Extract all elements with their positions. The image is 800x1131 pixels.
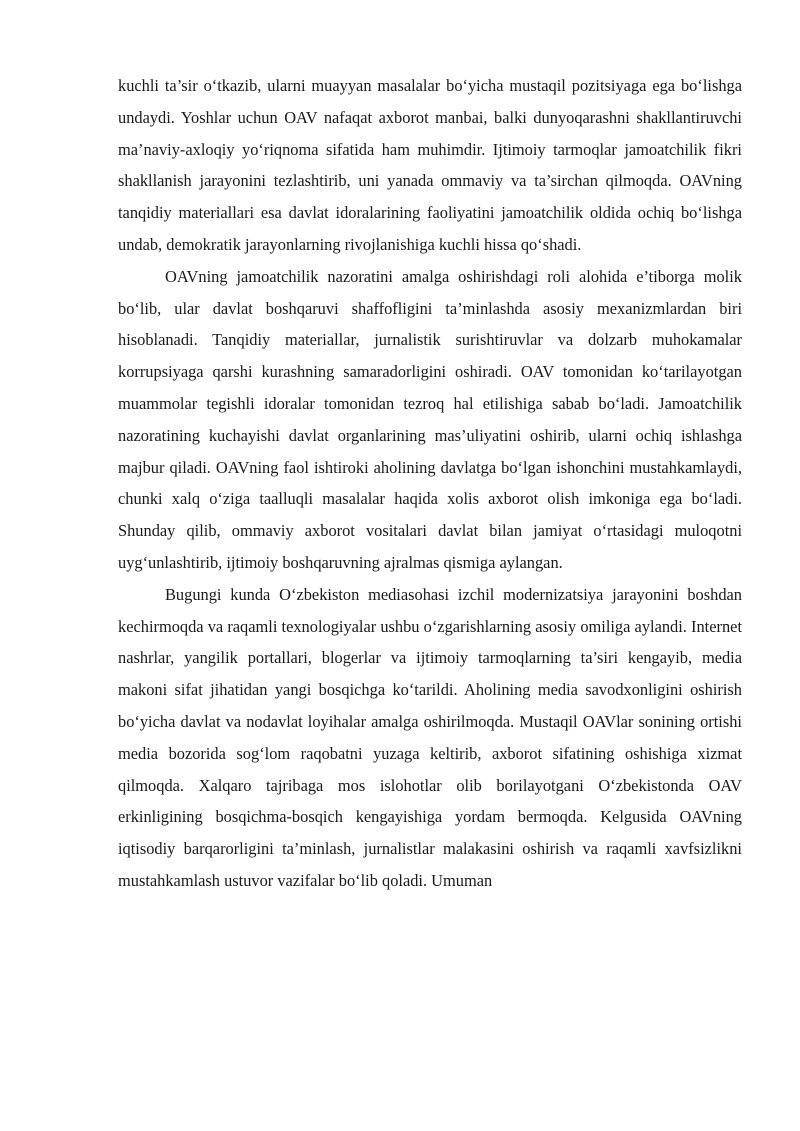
paragraph-2: OAVning jamoatchilik nazoratini amalga oshirishdagi roli alohida e’tiborga molik bo‘lib, ular davlat boshqaruvi shaffofligini ta’minlashda asosiy mexanizmlardan biri hisoblanadi. Tanqidiy materiallar, jurnalistik surishtiruvlar va dolzarb muhokamalar korrupsiyaga qarshi kurashning samaradorligini oshiradi. OAV tomonidan ko‘tarilayotgan muammolar tegishli idoralar tomonidan tezroq hal etilishiga sabab bo‘ladi. Jamoatchilik nazoratining kuchayishi davlat organlarining mas’uliyatini oshirib, ularni ochiq ishlashga majbur qiladi. OAVning faol ishtiroki aholining davlatga bo‘lgan ishonchini mustahkamlaydi, chunki xalq o‘ziga taalluqli masalalar haqida xolis axborot olish imkoniga ega bo‘ladi. Shunday qilib, ommaviy axborot vositalari davlat bilan jamiyat o‘rtasidagi muloqotni uyg‘unlashtirib, ijtimoiy boshqaruvning ajralmas qismiga aylangan. <box>118 266 742 572</box>
document-page <box>118 70 742 897</box>
paragraph-3: Bugungi kunda O‘zbekiston mediasohasi izchil modernizatsiya jarayonini boshdan kechirmoqda va raqamli texnologiyalar ushbu o‘zgarishlarning asosiy omiliga aylandi. Internet nashrlar, yangilik portallari, blogerlar va ijtimoiy tarmoqlarning ta’siri kengayib, media makoni sifat jihatidan yangi bosqichga ko‘tarildi. Aholining media savodxonligini oshirish bo‘yicha davlat va nodavlat loyihalar amalga oshirilmoqda. Mustaqil OAVlar sonining ortishi media bozorida sog‘lom raqobatni yuzaga keltirib, axborot sifatining oshishiga xizmat qilmoqda. Xalqaro tajribaga mos islohotlar olib borilayotgani O‘zbekistonda OAV erkinligining bosqichma-bosqich kengayishiga yordam bermoqda. Kelgusida OAVning iqtisodiy barqarorligini ta’minlash, jurnalistlar malakasini oshirish va raqamli xavfsizlikni mustahkamlash ustuvor vazifalar bo‘lib qoladi. Umuman <box>118 584 742 890</box>
paragraph-1: kuchli ta’sir o‘tkazib, ularni muayyan masalalar bo‘yicha mustaqil pozitsiyaga ega bo‘lishga undaydi. Yoshlar uchun OAV nafaqat axborot manbai, balki dunyoqarashni shakllantiruvchi ma’naviy-axloqiy yo‘riqnoma sifatida ham muhimdir. Ijtimoiy tarmoqlar jamoatchilik fikri shakllanish jarayonini tezlashtirib, uni yanada ommaviy va ta’sirchan qilmoqda. OAVning tanqidiy materiallari esa davlat idoralarining faoliyatini jamoatchilik oldida ochiq bo‘lishga undab, demokratik jarayonlarning rivojlanishiga kuchli hissa qo‘shadi. <box>118 76 742 254</box>
